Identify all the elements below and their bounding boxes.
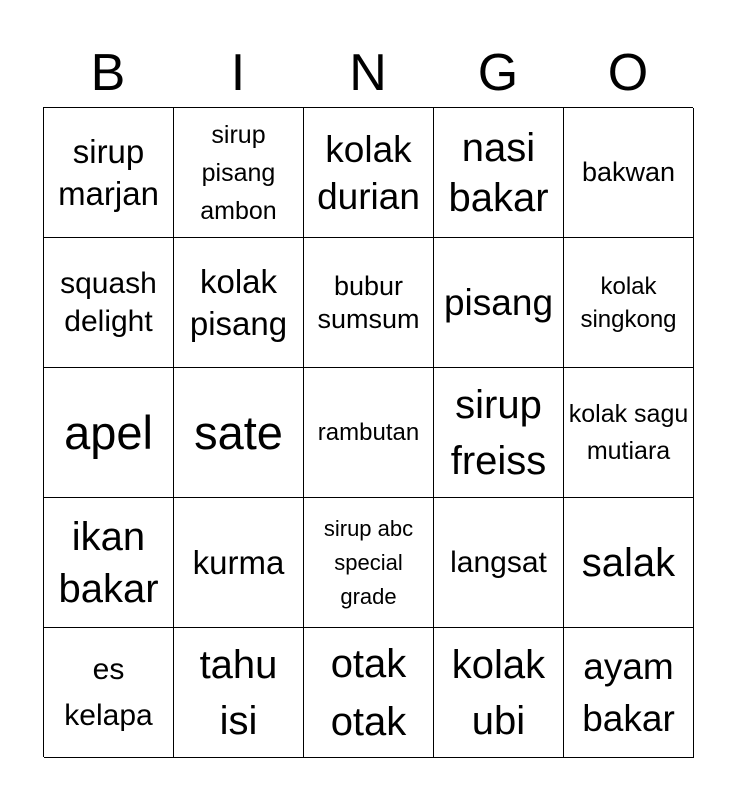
bingo-cell[interactable] bbox=[304, 108, 434, 238]
bingo-cell[interactable] bbox=[44, 238, 174, 368]
cell-text: sirup marjan bbox=[58, 132, 159, 212]
cell-text: apel bbox=[64, 405, 153, 459]
cell-text: salak bbox=[581, 540, 676, 585]
cell-text: tahu isi bbox=[199, 642, 278, 743]
bingo-cell[interactable] bbox=[44, 368, 174, 498]
bingo-cell[interactable] bbox=[564, 368, 694, 498]
cell-text: bubur sumsum bbox=[317, 270, 420, 334]
bingo-cell[interactable] bbox=[564, 108, 694, 238]
bingo-cell[interactable] bbox=[564, 498, 694, 628]
cell-text: bakwan bbox=[581, 157, 676, 187]
bingo-cell[interactable] bbox=[304, 628, 434, 758]
bingo-cell[interactable] bbox=[174, 108, 304, 238]
cell-text: kolak ubi bbox=[451, 642, 546, 743]
bingo-cell[interactable] bbox=[434, 108, 564, 238]
bingo-cell[interactable] bbox=[174, 368, 304, 498]
bingo-cell[interactable] bbox=[174, 238, 304, 368]
cell-text: sirup abc special grade bbox=[323, 515, 414, 609]
bingo-cell[interactable] bbox=[304, 238, 434, 368]
header-letter-b: B bbox=[90, 44, 126, 102]
cell-text: sirup freiss bbox=[450, 382, 547, 483]
bingo-cell[interactable] bbox=[434, 238, 564, 368]
cell-text: kolak durian bbox=[317, 128, 420, 217]
bingo-cell[interactable] bbox=[434, 498, 564, 628]
bingo-cell[interactable] bbox=[44, 498, 174, 628]
bingo-header bbox=[43, 40, 693, 106]
cell-text: es kelapa bbox=[64, 652, 153, 732]
cell-text: sate bbox=[194, 405, 283, 459]
header-letter-o: O bbox=[607, 44, 649, 102]
bingo-cell[interactable] bbox=[564, 628, 694, 758]
bingo-cell[interactable] bbox=[44, 628, 174, 758]
bingo-cell[interactable] bbox=[304, 368, 434, 498]
cell-text: squash delight bbox=[60, 266, 157, 338]
header-letter-g: G bbox=[477, 44, 519, 102]
cell-text: sirup pisang ambon bbox=[200, 120, 277, 225]
cell-text: ikan bakar bbox=[58, 514, 159, 611]
cell-text: kolak pisang bbox=[189, 262, 288, 342]
cell-text: nasi bakar bbox=[448, 125, 549, 220]
cell-text: otak otak bbox=[330, 641, 407, 744]
bingo-cell[interactable] bbox=[434, 628, 564, 758]
bingo-card bbox=[43, 107, 693, 757]
cell-text: langsat bbox=[450, 545, 547, 579]
bingo-cell[interactable] bbox=[304, 498, 434, 628]
cell-text: rambutan bbox=[317, 419, 420, 446]
cell-text: ayam bakar bbox=[582, 645, 675, 739]
cell-text: kolak sagu mutiara bbox=[568, 399, 689, 465]
cell-text: kurma bbox=[192, 543, 285, 581]
bingo-cell[interactable] bbox=[564, 238, 694, 368]
bingo-cell[interactable] bbox=[174, 628, 304, 758]
bingo-cell[interactable] bbox=[44, 108, 174, 238]
bingo-cell[interactable] bbox=[434, 368, 564, 498]
cell-text: pisang bbox=[443, 282, 554, 323]
header-letter-i: I bbox=[230, 44, 246, 102]
cell-text: kolak singkong bbox=[580, 272, 677, 333]
header-letter-n: N bbox=[349, 44, 387, 102]
bingo-cell[interactable] bbox=[174, 498, 304, 628]
